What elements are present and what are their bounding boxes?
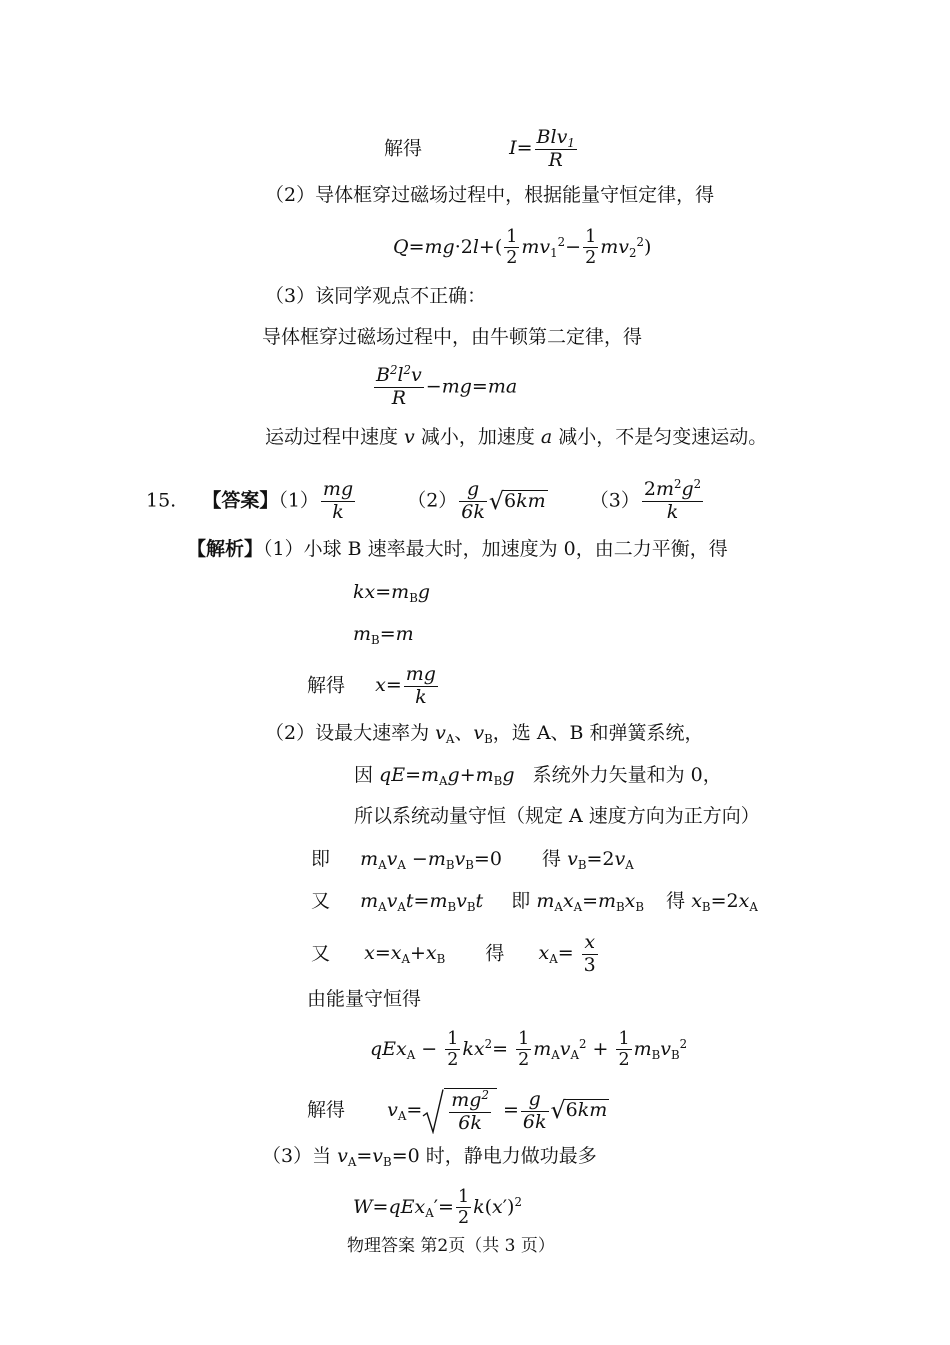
ans2-sqrt: √6km bbox=[488, 486, 546, 515]
page-footer: 物理答案 第2页（共 3 页） bbox=[347, 1236, 555, 1256]
work-formula: W=qEx$_A$′= $\frac{1}{2}$ $k(x')^2$ bbox=[353, 1187, 522, 1229]
analysis-part1-text: （1）小球 B 速率最大时，加速度为 0，由二力平衡，得 bbox=[263, 538, 728, 560]
part3-text-a: （3）当 bbox=[262, 1145, 338, 1167]
analysis-label: 【解析】 bbox=[187, 538, 264, 560]
conclusion-a: 运动过程中速度 bbox=[265, 426, 405, 448]
part2-text-b: ，选 A、B 和弹簧系统， bbox=[492, 722, 704, 744]
part2-text-a: （2）设最大速率为 bbox=[265, 722, 436, 744]
newton-formula: $\frac{B^2l^2v}{R}$ −mg=ma bbox=[376, 362, 518, 409]
ans1-label: （1） bbox=[278, 489, 319, 512]
analysis-part2-line2: 因 $qE=m_Ag+m_Bg$ 系统外力矢量和为 0， bbox=[354, 764, 722, 789]
ans3-formula: $\frac{2m^2g^2}{k}$ bbox=[643, 476, 702, 523]
analysis-part1-line bbox=[187, 540, 728, 559]
solve-label: 解得 bbox=[384, 137, 423, 160]
displacement-formula: $m_Ax_A=m_Bx_B$ bbox=[536, 890, 645, 915]
solve-label: 解得 bbox=[307, 1099, 346, 1121]
p14-conclusion: 运动过程中速度 v 减小，加速度 a 减小，不是匀变速运动。 bbox=[265, 426, 768, 448]
energy-formula: qEx$_A$ − $\frac{1}{2}$ $kx^2=$ $\frac{1}{2}$ $m_Av_A^2$ + $\frac{1}{2}$ $m_Bv_B^2$ bbox=[370, 1029, 688, 1071]
solve-current-line bbox=[384, 128, 579, 171]
part3-text-b: 时，静电力做功最多 bbox=[419, 1145, 597, 1167]
de-label: 得 bbox=[666, 890, 686, 912]
displacement-line bbox=[311, 890, 758, 915]
ji-label: 即 bbox=[311, 848, 331, 870]
analysis-part2-line: （2）设最大速率为 $v_A$、$v_B$，选 A、B 和弹簧系统， bbox=[265, 722, 704, 747]
de-label: 得 bbox=[542, 848, 562, 870]
solve-x-line bbox=[307, 665, 440, 708]
solve-va-line bbox=[307, 1088, 609, 1134]
mass-b-formula: $m_B=m$ bbox=[353, 623, 414, 648]
total-displacement-formula: $x=x_A+x_B$ bbox=[364, 942, 446, 967]
ans3-label: （3） bbox=[589, 489, 640, 512]
ans2-fraction: $\frac{g}{6k}$ bbox=[461, 478, 485, 523]
xa-formula: $x_A=$ $\frac{x}{3}$ bbox=[538, 931, 596, 976]
analysis-part3-line: （3）当 $v_A=v_B=0$ 时，静电力做功最多 bbox=[262, 1145, 597, 1170]
impulse-formula: $m_Av_At=m_Bv_Bt$ bbox=[360, 890, 484, 915]
displacement-ratio-formula: $x_B=2x_A$ bbox=[691, 890, 758, 915]
energy-text: 由能量守恒得 bbox=[307, 988, 422, 1010]
analysis-part2-line3: 所以系统动量守恒（规定 A 速度方向为正方向） bbox=[354, 805, 760, 827]
you-label: 又 bbox=[311, 942, 331, 965]
answer-label: 【答案】 bbox=[202, 489, 279, 512]
heat-formula: Q=mg·2l+( $\frac{1}{2}$ $mv_1^2-$ $\frac{1}{2}$ $mv_2^2$) bbox=[393, 227, 652, 269]
momentum-line bbox=[311, 848, 634, 873]
radical-sign: $\frac{mg^2}{6k}$ bbox=[422, 1088, 497, 1134]
p14-part3-title: （3）该同学观点不正确： bbox=[265, 285, 487, 307]
spring-balance-formula: $kx=m_Bg$ bbox=[353, 581, 431, 606]
conclusion-b: 减小，加速度 bbox=[414, 426, 541, 448]
ans2-label: （2） bbox=[407, 489, 458, 512]
total-displacement-line bbox=[311, 933, 600, 976]
current-formula: I= $\frac{Blv_1}{R}$ bbox=[509, 126, 575, 171]
velocity-ratio-formula: $v_B=2v_A$ bbox=[567, 848, 634, 873]
you-label: 又 bbox=[311, 890, 331, 912]
p14-part2-text: （2）导体框穿过磁场过程中，根据能量守恒定律，得 bbox=[265, 184, 715, 206]
x-formula: x= $\frac{mg}{k}$ bbox=[375, 663, 436, 708]
momentum-formula: $m_Av_A -m_Bv_B=0$ bbox=[360, 848, 502, 873]
question-number: 15. bbox=[146, 489, 177, 512]
va-formula: $v_A=$ $\frac{mg^2}{6k}$ = $\frac{g}{6k}$ √6km bbox=[387, 1087, 608, 1134]
conclusion-c: 减小，不是匀变速运动。 bbox=[552, 426, 768, 448]
ans1-formula: $\frac{mg}{k}$ bbox=[322, 478, 354, 523]
part2-line2-b: 系统外力矢量和为 0， bbox=[514, 764, 722, 786]
part2-line2-a: 因 bbox=[354, 764, 380, 786]
solve-label: 解得 bbox=[307, 674, 346, 697]
q15-answer-line bbox=[146, 476, 705, 523]
ji-label: 即 bbox=[511, 890, 531, 912]
p14-part3-line1: 导体框穿过磁场过程中，由牛顿第二定律，得 bbox=[262, 326, 643, 348]
de-label: 得 bbox=[485, 942, 505, 965]
